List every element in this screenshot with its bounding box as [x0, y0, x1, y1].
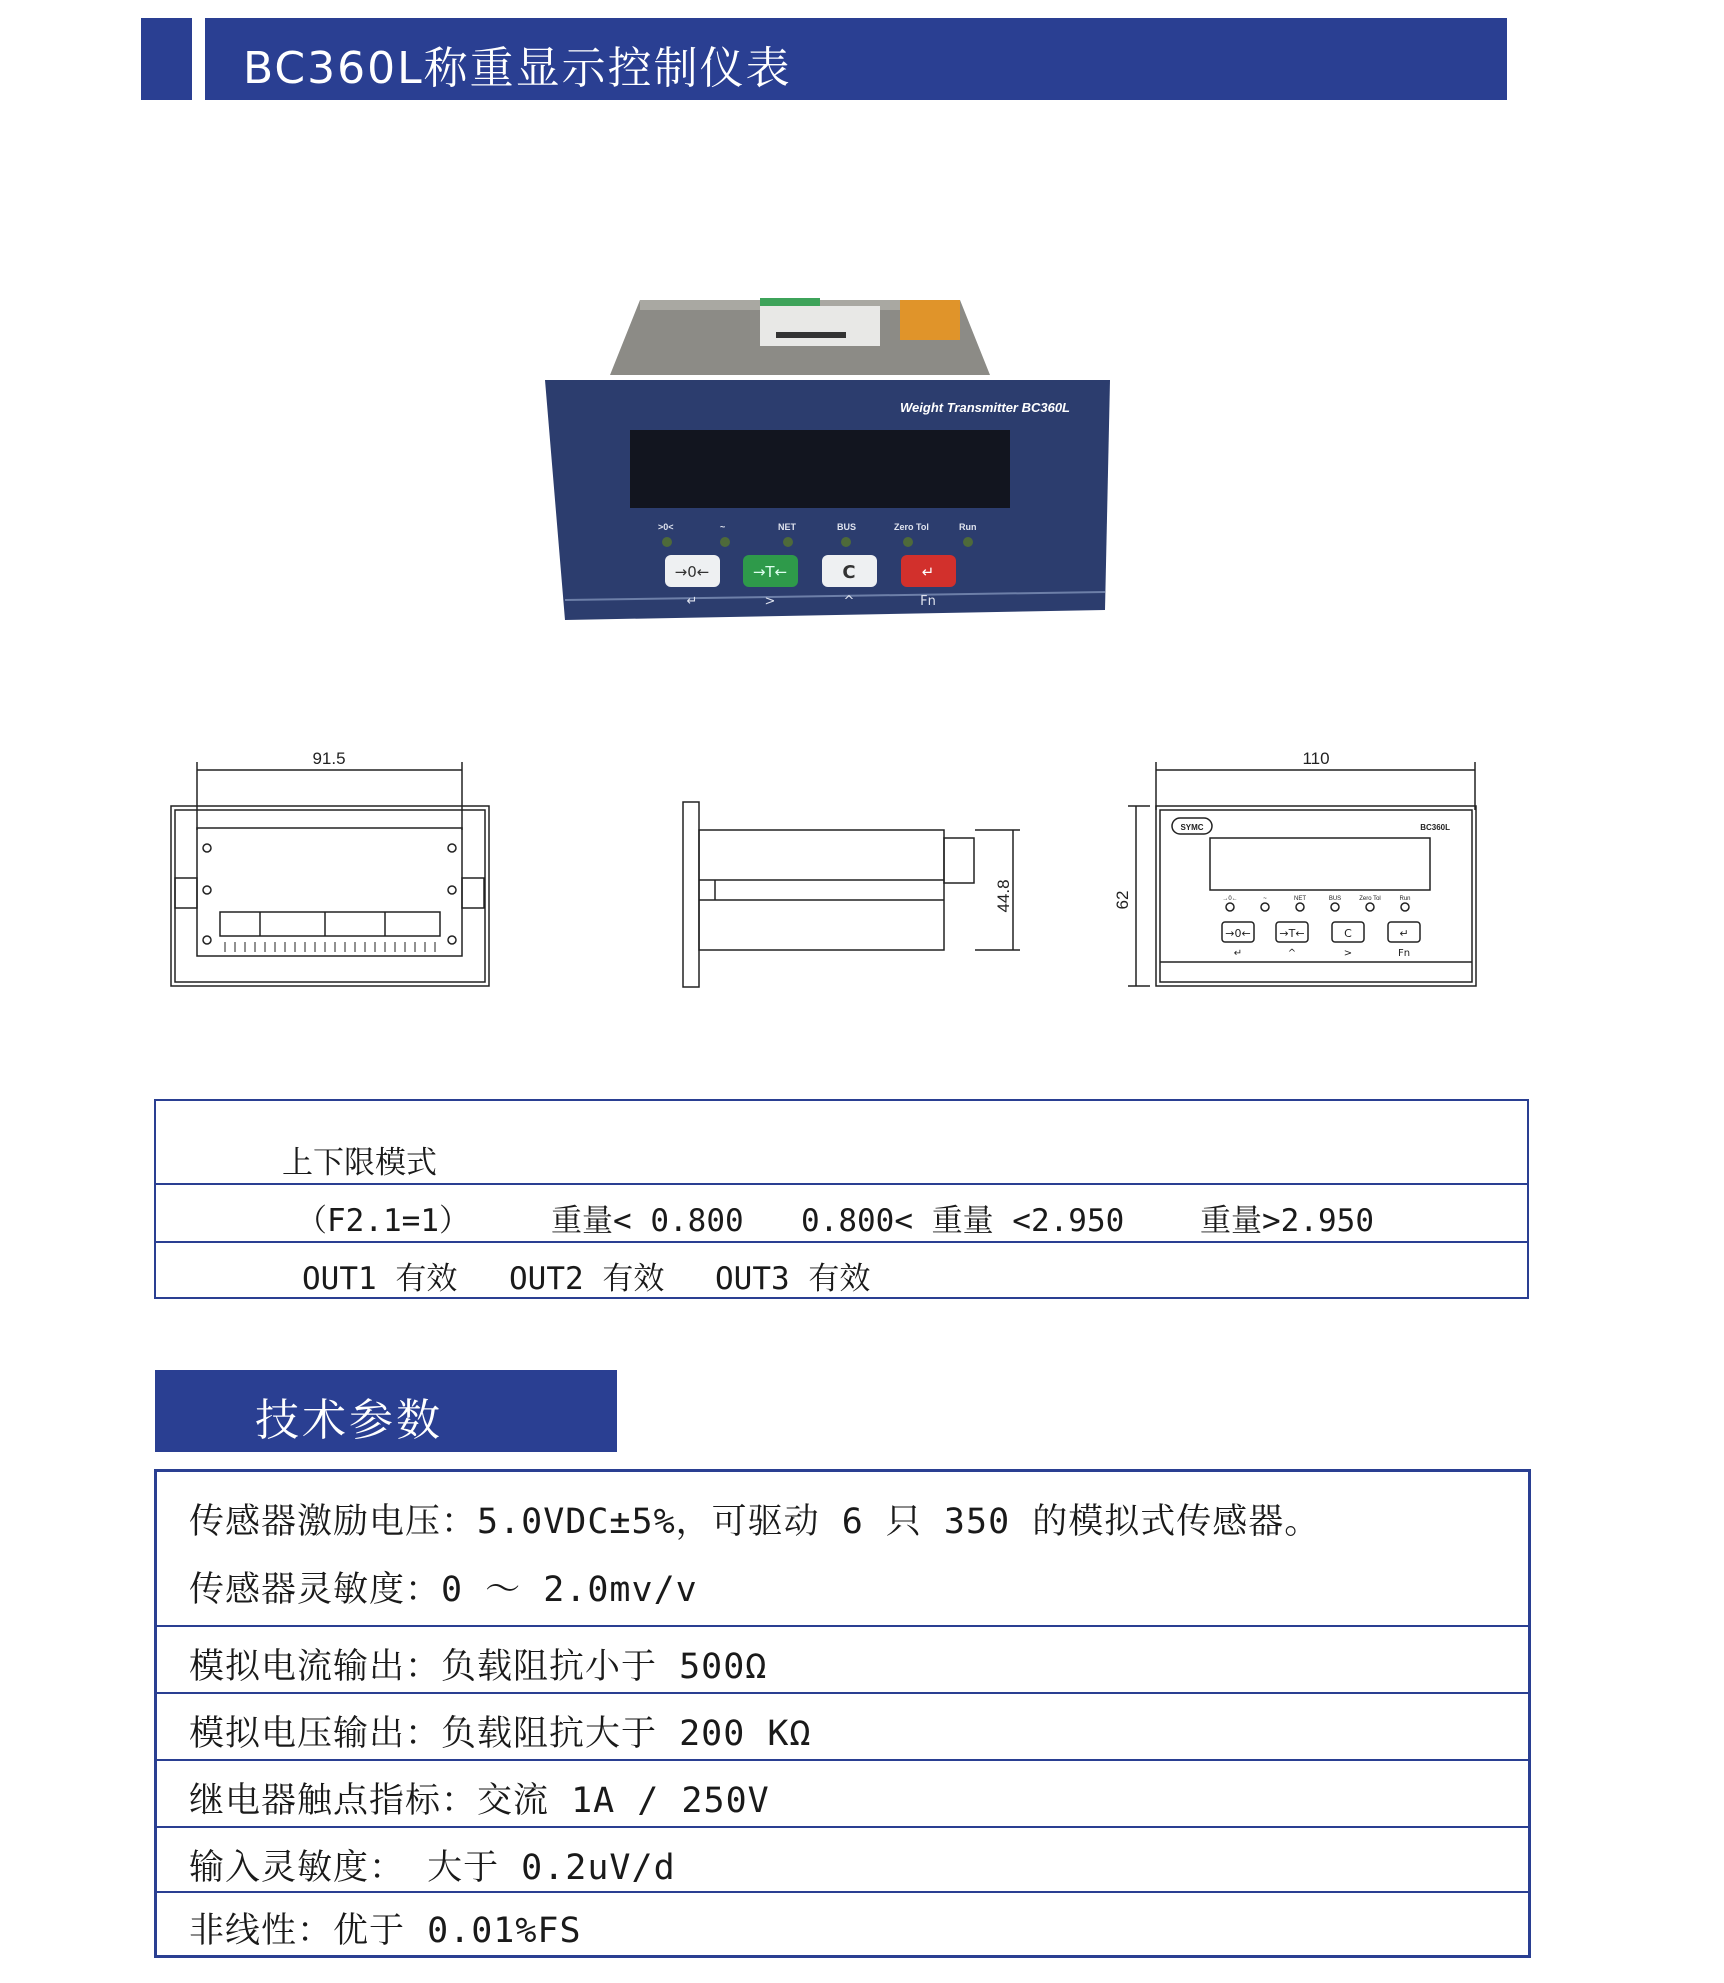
- spec-row: [157, 1828, 1528, 1893]
- indicator-led: [841, 537, 851, 547]
- front-key-sub: ^: [1287, 948, 1297, 959]
- clear-key-label: C: [842, 562, 856, 583]
- product-photo: [520, 270, 1140, 670]
- panel-brand-text: Weight Transmitter BC360L: [900, 400, 1071, 415]
- side-view-drawing: [675, 800, 1035, 1000]
- indicator-led: [783, 537, 793, 547]
- front-width-label: 110: [1302, 750, 1330, 768]
- warning-label: [900, 300, 960, 340]
- indicator-led: [662, 537, 672, 547]
- front-key-label: ↵: [1399, 927, 1409, 940]
- section-heading: 技术参数: [255, 1395, 443, 1446]
- spec-row: [157, 1893, 1528, 1955]
- zero-key-sub: ↵: [686, 594, 698, 609]
- front-key-sub: ↵: [1233, 948, 1243, 959]
- indicator-label: NET: [778, 522, 796, 532]
- spec-text: 模拟电压输出：负载阻抗大于 200 KΩ: [189, 1714, 812, 1754]
- limit-mode-code: （F2.1=1）: [296, 1203, 470, 1239]
- front-indicator-label: Run: [1399, 896, 1411, 902]
- spec-row: [157, 1472, 1528, 1627]
- front-indicator-label: Zero Tol: [1359, 896, 1381, 902]
- limit-output-1: OUT1 有效: [302, 1261, 458, 1297]
- limit-mode-table: [154, 1099, 1529, 1299]
- tare-key-sub: >: [764, 594, 776, 609]
- indicator-led: [963, 537, 973, 547]
- clear-key-sub: ^: [843, 594, 855, 609]
- spec-text: 传感器灵敏度：0 ～ 2.0mv/v: [189, 1570, 698, 1610]
- front-key-label: →0←: [1225, 927, 1251, 940]
- indicator-label: >0<: [658, 522, 674, 532]
- enter-key-label: ↵: [921, 563, 935, 581]
- limit-mode-heading-row: [156, 1101, 1527, 1185]
- limit-condition-3: 重量>2.950: [1200, 1203, 1374, 1239]
- page-title: BC360L称重显示控制仪表: [243, 43, 792, 94]
- indicator-led: [720, 537, 730, 547]
- title-bar: [205, 18, 1507, 100]
- spec-text: 传感器激励电压：5.0VDC±5%，可驱动 6 只 350 的模拟式传感器。: [189, 1502, 1321, 1542]
- spec-text: 输入灵敏度： 大于 0.2uV/d: [189, 1848, 676, 1888]
- spec-text: 继电器触点指标：交流 1A / 250V: [189, 1781, 770, 1821]
- spec-row: [157, 1627, 1528, 1694]
- side-height-label: 44.8: [994, 879, 1013, 913]
- front-brand-text: BC360L: [1420, 823, 1450, 832]
- front-view-drawing: [1110, 750, 1490, 995]
- limit-condition-2: 0.800< 重量 <2.950: [801, 1203, 1125, 1239]
- spec-text: 非线性：优于 0.01%FS: [189, 1911, 582, 1951]
- front-indicator-label: ~: [1263, 896, 1267, 902]
- indicator-label: BUS: [837, 522, 857, 532]
- front-indicator-label: →0←: [1222, 896, 1238, 902]
- spec-text: 模拟电流输出：负载阻抗小于 500Ω: [189, 1647, 768, 1687]
- section-heading-bar: [155, 1370, 617, 1452]
- back-view-drawing: [165, 750, 495, 995]
- limit-output-3: OUT3 有效: [715, 1261, 871, 1297]
- front-key-sub: Fn: [1397, 948, 1411, 959]
- spec-table: [154, 1469, 1531, 1958]
- front-key-sub: >: [1343, 948, 1353, 959]
- spec-row: [157, 1694, 1528, 1761]
- limit-condition-1: 重量< 0.800: [551, 1203, 744, 1239]
- front-indicator-label: BUS: [1328, 896, 1342, 902]
- front-height-label: 62: [1113, 890, 1132, 910]
- enter-key-sub: Fn: [920, 594, 936, 609]
- spec-row: [157, 1761, 1528, 1828]
- indicator-label: Zero Tol: [894, 522, 929, 532]
- zero-key-label: →0←: [674, 563, 710, 581]
- tare-key-label: →T←: [752, 563, 788, 581]
- display-window: [630, 430, 1010, 508]
- indicator-label: ~: [720, 522, 726, 532]
- front-key-label: →T←: [1279, 927, 1305, 940]
- title-accent-block: [141, 18, 192, 100]
- limit-mode-output-row: [156, 1243, 1527, 1299]
- front-indicator-label: NET: [1294, 896, 1306, 902]
- front-key-label: C: [1344, 927, 1352, 940]
- limit-output-2: OUT2 有效: [509, 1261, 665, 1297]
- limit-mode-heading: 上下限模式: [282, 1145, 437, 1181]
- limit-mode-condition-row: [156, 1185, 1527, 1243]
- indicator-label: Run: [959, 522, 977, 532]
- indicator-led: [903, 537, 913, 547]
- front-logo: SYMC: [1180, 823, 1204, 832]
- back-width-label: 91.5: [312, 750, 346, 768]
